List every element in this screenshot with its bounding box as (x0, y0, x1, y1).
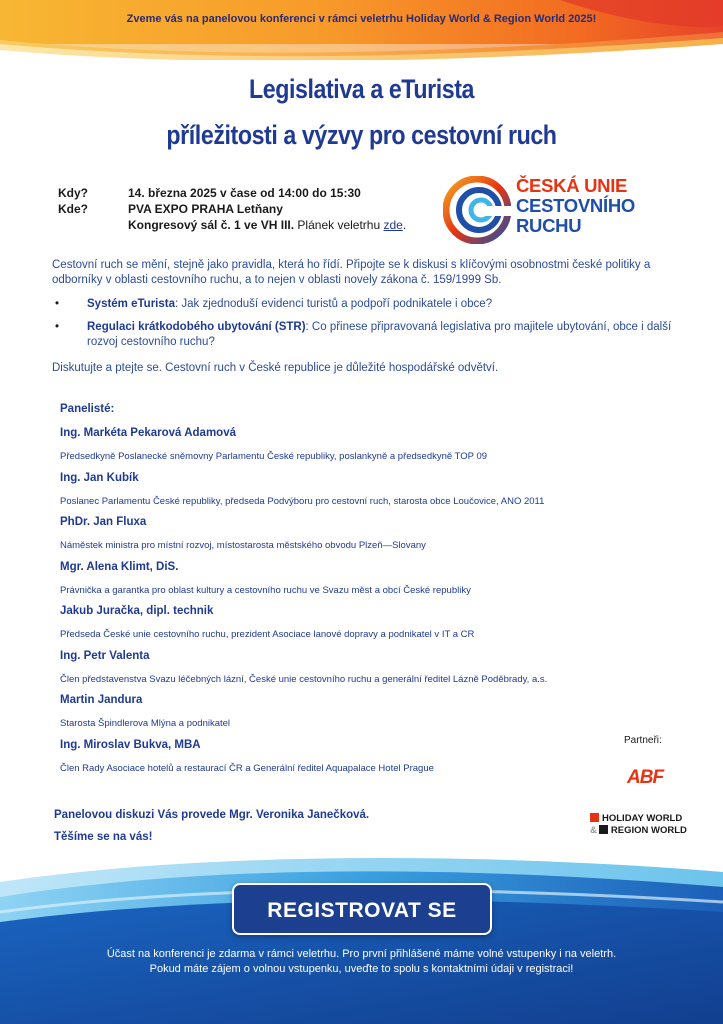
topic-list (52, 297, 692, 358)
logo-line-3: RUCHU (516, 215, 582, 236)
footer-wave-graphic (0, 852, 723, 1024)
outro-paragraph: Diskutujte a ptejte se. Cestovní ruch v České republice je důležité hospodářské odvětví. (52, 362, 499, 374)
panelist-list (60, 426, 660, 782)
panelist-name: Ing. Petr Valenta (60, 649, 150, 662)
abf-logo: ABF (627, 767, 664, 788)
top-banner (0, 0, 723, 60)
partners-label: Partneři: (624, 735, 662, 746)
topic-title: Regulaci krátkodobého ubytování (STR) (87, 321, 306, 333)
panelist-role: Předsedkyně Poslanecké sněmovny Parlamentu České republiky, poslankyně a předsedkyně TOP 09 (60, 451, 488, 462)
panelist (60, 471, 660, 516)
panelist (60, 426, 660, 471)
cucr-logo (443, 176, 653, 246)
see-you-text: Těšíme se na vás! (54, 831, 153, 843)
where-label: Kde? (58, 202, 88, 216)
panelist (60, 738, 660, 783)
panelist-role: Předseda České unie cestovního ruchu, prezident Asociace lanové dopravy a podnikatel v IT a CR (60, 629, 475, 640)
title-line-1: Legislativa a eTurista (249, 74, 474, 104)
title-line-2: příležitosti a výzvy pro cestovní ruch (166, 120, 557, 150)
where-value: PVA EXPO PRAHA Letňany (128, 202, 283, 216)
hw-line-2: REGION WORLD (610, 825, 687, 836)
panelist-name: Jakub Juračka, dipl. technik (60, 605, 214, 617)
panelist-role: Poslanec Parlamentu České republiky, předseda Podvýboru pro cestovní ruch, starosta obce Loučovice, ANO 2011 (60, 495, 545, 507)
panelist-name: Ing. Jan Kubík (60, 471, 139, 484)
hw-line-1: HOLIDAY WORLD (602, 813, 683, 824)
panelist-name: Ing. Markéta Pekarová Adamová (60, 427, 236, 439)
footer-line-2: Pokud máte zájem o volnou vstupenku, uveďte to spolu s kontaktními údaji v registraci! (149, 963, 574, 975)
panelist-role: Náměstek ministra pro místní rozvoj, místostarosta městského obvodu Plzeň—Slovany (60, 540, 426, 551)
register-button[interactable]: REGISTROVAT SE (232, 883, 492, 935)
topic-title: Systém eTurista (87, 298, 175, 310)
footer-line-1: Účast na konferenci je zdarma v rámci veletrhu. Pro první přihlášené máme volné vstupenky i na veletrh. (106, 948, 617, 960)
rw-square-icon (599, 825, 608, 834)
topic-item (52, 320, 692, 350)
map-link[interactable]: zde (383, 218, 403, 232)
panelist-role: Právnička a garantka pro oblast kultury a cestovního ruchu ve Svazu měst a obcí České republiky (60, 584, 471, 596)
top-wave-graphic (0, 0, 723, 60)
hall-text: Kongresový sál č. 1 ve VH III. (128, 218, 295, 232)
when-value: 14. března 2025 v čase od 14:00 do 15:30 (128, 186, 361, 200)
logo-line-2: CESTOVNÍHO (516, 195, 635, 216)
logo-line-1: ČESKÁ UNIE (516, 175, 628, 196)
cucr-logo-icon (443, 176, 511, 244)
bullet-icon: • (55, 321, 60, 333)
panelist (60, 649, 660, 694)
holiday-world-logo (590, 813, 687, 837)
panelist-name: PhDr. Jan Fluxa (60, 516, 147, 528)
bullet-icon: • (55, 298, 60, 310)
footer-wave (0, 852, 723, 1024)
panelist-role: Člen představenstva Svazu léčebných lázní, České unie cestovního ruchu a generální ředitel Lázně Poděbrady, a.s. (60, 673, 548, 685)
hw-square-icon (590, 813, 599, 822)
banner-invitation-text: Zveme vás na panelovou konferenci v rámci veletrhu Holiday World & Region World 2025! (126, 13, 597, 25)
map-text: Plánek veletrhu (297, 218, 381, 232)
panelist-role: Starosta Špindlerova Mlýna a podnikatel (60, 718, 231, 729)
panelist-role: Člen Rady Asociace hotelů a restaurací ČR a Generální ředitel Aquapalace Hotel Prague (60, 762, 434, 774)
hw-amp: & (590, 825, 597, 836)
panelist (60, 515, 660, 560)
panelist-name: Ing. Miroslav Bukva, MBA (60, 738, 201, 751)
topic-text: : Jak zjednoduší evidenci turistů a podpoří podnikatele i obce? (175, 298, 493, 310)
panelists-heading: Panelisté: (60, 403, 115, 415)
panelist (60, 604, 660, 649)
map-end: . (402, 218, 407, 232)
panelist-name: Mgr. Alena Klimt, DiS. (60, 560, 179, 573)
panelist (60, 560, 660, 605)
topic-item (52, 297, 692, 312)
footer-text (0, 947, 723, 977)
panelist (60, 693, 660, 738)
panelist-name: Martin Jandura (60, 694, 143, 706)
intro-paragraph: Cestovní ruch se mění, stejně jako pravidla, která ho řídí. Připojte se k diskusi s klíčovými osobnostmi české politiky a odborníky v oblasti cestovního ruchu, a to nejen v oblasti novely zákona č. 159/1999 Sb. (52, 259, 651, 286)
topic-text: : Co přinese připravovaná legislativa pro majitele ubytování, obce i další rozvoj cestovního ruchu? (87, 321, 672, 348)
when-label: Kdy? (58, 186, 88, 200)
moderator-text: Panelovou diskuzi Vás provede Mgr. Veronika Janečková. (54, 809, 370, 821)
